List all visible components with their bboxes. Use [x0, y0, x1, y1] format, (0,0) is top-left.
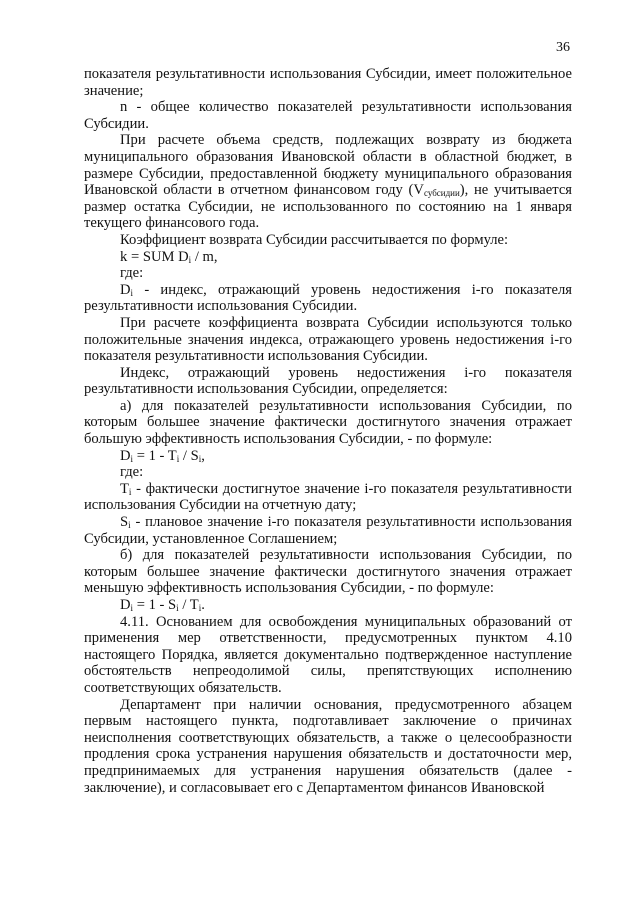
document-body [84, 66, 572, 796]
paragraph-positive-values: При расчете коэффициента возврата Субсидии используются только положительные значения индекса, отражающего уровень недостижения i-го показателя результативности использования Субсидии. [84, 314, 572, 365]
paragraph-index-determined: Индекс, отражающий уровень недостижения i-го показателя результативности использования Субсидии, определяется: [84, 364, 572, 398]
paragraph-n-definition: n - общее количество показателей результативности использования Субсидии. [84, 99, 572, 132]
page-number: 36 [556, 40, 570, 55]
paragraph-case-b: б) для показателей результативности использования Субсидии, по которым большее значение фактически достигнутого значения отражает меньшую эффективность использования Субсидии, - по формуле: [84, 547, 572, 597]
paragraph-ti-definition: $T_i$ - фактически достигнутое значение i-го показателя результативности использования Субсидии на отчетную дату; [84, 480, 572, 514]
formula-k: k = SUM $D_i$ / m, [120, 248, 218, 265]
paragraph-case-a: а) для показателей результативности использования Субсидии, по которым большее значение фактически достигнутого значения отражает большую эффективность использования Субсидии, - по формуле: [84, 397, 572, 448]
paragraph-4-11: 4.11. Основанием для освобождения муниципальных образований от применения мер ответственности, предусмотренных пунктом 4.10 настоящего Порядка, является документально подтвержденное наступление обстоятельств непреодолимой силы, препятствующих исполнению соответствующих обязательств. [84, 613, 572, 696]
formula-di-a: $D_i = 1 - T_i / S_i$, [120, 447, 205, 464]
paragraph-department: Департамент при наличии основания, предусмотренного абзацем первым настоящего пункта, подготавливает заключение о причинах неисполнения соответствующих обязательств, а также о целесообразности продления срока устранения нарушения обязательств и достаточности мер, предпринимаемых для устранения нарушения обязательств (далее - заключение), и согласовывает его с Департаментом финансов Ивановской [84, 696, 572, 796]
paragraph-continuation: показателя результативности использования Субсидии, имеет положительное значение; [84, 66, 572, 99]
paragraph-di-definition: $D_i$ - индекс, отражающий уровень недостижения i-го показателя результативности использования Субсидии. [84, 281, 572, 315]
formula-di-b: $D_i = 1 - S_i / T_i$. [120, 597, 205, 613]
paragraph-coefficient-intro: Коэффициент возврата Субсидии рассчитывается по формуле: [120, 231, 509, 248]
paragraph-si-definition: $S_i$ - плановое значение i-го показателя результативности использования Субсидии, установленное Соглашением; [84, 514, 572, 547]
where-label: где: [120, 265, 144, 282]
paragraph-refund-calculation: При расчете объема средств, подлежащих возврату из бюджета муниципального образования Ивановской области в областной бюджет, в размере Субсидии, предоставленной бюджету муниципального образования Ивановской области в отчетном финансовом году $(V_{субсидии})$, не учитывается размер остатка Субсидии, не использованного по состоянию на 1 января текущего финансового года. [84, 132, 573, 232]
where-label: где: [120, 464, 144, 481]
